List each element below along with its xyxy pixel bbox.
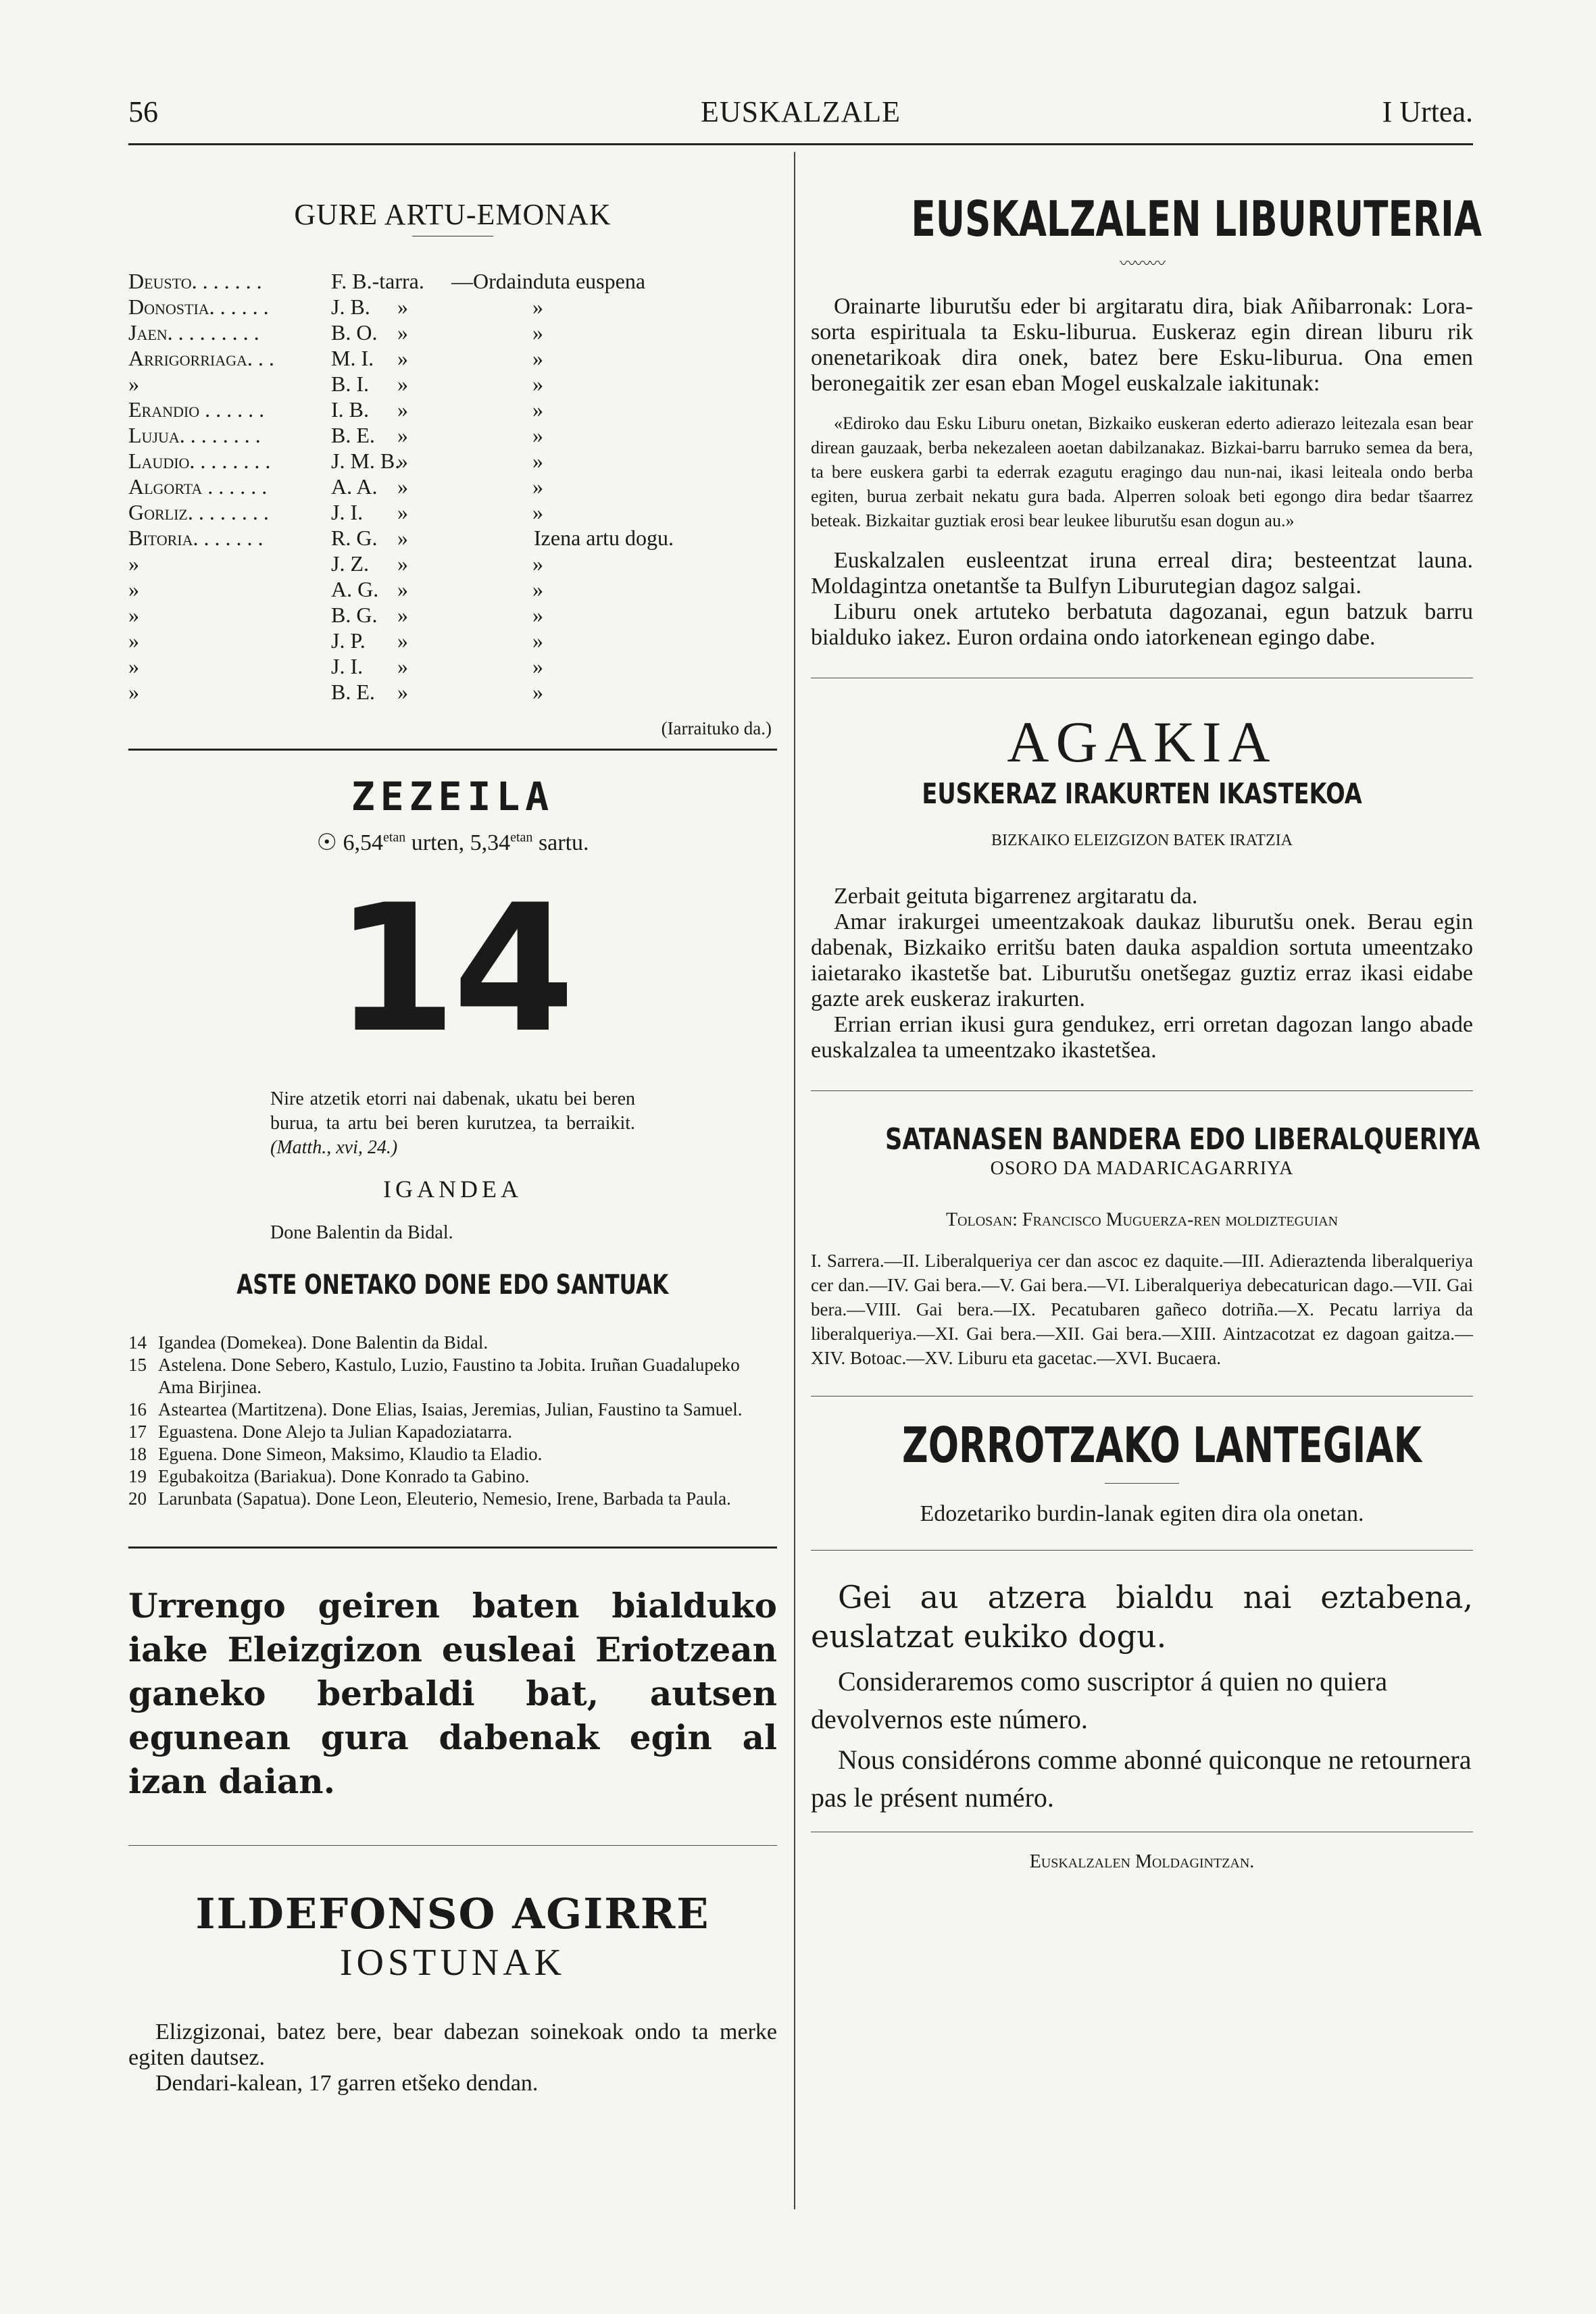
subscriber-city: Erandio . . . . . . [128, 397, 265, 422]
ornament: 〰〰〰 [1120, 255, 1164, 273]
subscriber-city: Algorta . . . . . . [128, 474, 268, 499]
library-quote: «Ediroko dau Esku Liburu onetan, Bizkaiko euskeran ederto adierazo leitezala esan bear direan gauzaak, berba nekezaleen aoetan dabilzanakaz. Bizkai-barru barruko semea da bera, ta bere euskera garbi ta ederrak ezagutu eragingo dau nun-nai, ikasi leiteala ondo berba egiten, burua zerbait nekatu gura bada. Alperren soloak beti egongo dira bedar tšaarrez beteak. Bizkaitar guztiak erosi bear leukee liburutšu esan dogun au.» [811, 413, 1473, 530]
subscriber-status: » [397, 449, 408, 473]
subscriber-status: » [397, 423, 408, 447]
subscriber-note: » [532, 551, 543, 576]
saint-day-text: Larunbata (Sapatua). Done Leon, Eleuterio, Nemesio, Irene, Barbada ta Paula. [158, 1488, 731, 1509]
agakia-title: AGAKIA [1007, 709, 1277, 774]
subscriber-initials: J. P. [331, 628, 366, 653]
saint-day-number: 15 [128, 1355, 147, 1375]
subscriber-note: » [532, 500, 543, 524]
subscription-row [128, 474, 777, 500]
subscriber-city: Bitoria. . . . . . . [128, 526, 264, 550]
subscriber-initials: J. M. B. [331, 449, 401, 473]
section-rule [128, 1546, 777, 1549]
subscriber-city: » [128, 680, 139, 704]
quote-text: Nire atzetik etorri nai dabenak, ukatu bei beren burua, ta artu bei beren kurutzea, ta berraikit. [270, 1088, 635, 1134]
subscription-row [128, 269, 777, 295]
subscriber-status: » [397, 526, 408, 550]
zorrotzako-title: ZORROTZAKO LANTEGIAK [902, 1417, 1422, 1474]
subscription-row [128, 526, 777, 551]
subscriber-note: » [532, 603, 543, 627]
subscriber-note: » [532, 346, 543, 370]
subscription-row [128, 680, 777, 705]
subscriber-status: » [397, 397, 408, 422]
subscriber-note: » [532, 449, 543, 473]
agakia-p2: Amar irakurgei umeentzakoak daukaz liburutšu onek. Berau egin dabenak, Bizkaiko erritšu baten dauka aspaldion sortuta umeentzako iaietarako ikastetše bat. Liburutšu onetšegaz guztiz erraz ikasi eidabe gazte arek euskeraz irakurten. [811, 909, 1473, 1011]
subscription-row [128, 628, 777, 654]
day-number: 14 [334, 867, 571, 1072]
subscriber-note: » [532, 295, 543, 319]
subscriber-status: » [397, 295, 408, 319]
subscriber-city: » [128, 654, 139, 678]
short-rule [1105, 1483, 1179, 1484]
subscriber-status: » [397, 474, 408, 499]
saint-row [128, 1488, 777, 1510]
subscriber-initials: J. I. [331, 500, 364, 524]
subscriber-initials: M. I. [331, 346, 374, 370]
saints-title: ASTE ONETAKO DONE EDO SANTUAK [236, 1269, 669, 1301]
subscriber-note: » [532, 372, 543, 396]
subscriber-city: » [128, 603, 139, 627]
subscriber-city: » [128, 372, 139, 396]
satanasen-subtitle: OSORO DA MADARICAGARRIYA [990, 1158, 1294, 1179]
left-column [128, 182, 777, 2096]
notice-french: Nous considérons comme abonné quiconque ne retournera pas le présent numéro. [811, 1744, 1472, 1813]
library-title: EUSKALZALEN LIBURUTERIA [911, 191, 1482, 247]
subscriber-city: Deusto. . . . . . . [128, 269, 262, 293]
saint-day-text: Eguena. Done Simeon, Maksimo, Klaudio ta Eladio. [158, 1444, 543, 1464]
saint-day-number: 18 [128, 1444, 147, 1464]
section-rule [811, 1396, 1473, 1397]
saint-day-text: Eguastena. Done Alejo ta Julian Kapadoziatarra. [158, 1422, 513, 1442]
subscriber-status: —Ordainduta euspena [451, 269, 646, 293]
weekday: IGANDEA [383, 1176, 522, 1203]
subscriber-initials: B. G. [331, 603, 378, 627]
subscription-row [128, 577, 777, 603]
day-saint: Done Balentin da Bidal. [270, 1222, 453, 1243]
sunrise-time: 6,54 [343, 830, 383, 855]
saint-day-text: Astelena. Done Sebero, Kastulo, Luzio, Faustino ta Jobita. Iruñan Guadalupeko Ama Birjinea. [158, 1355, 740, 1397]
subscription-row [128, 346, 777, 372]
subscriber-status: » [397, 577, 408, 601]
satanasen-contents: I. Sarrera.—II. Liberalqueriya cer dan ascoc ez daquite.—III. Adieraztendа liberalqueriya cer dan.—IV. Gai bera.—V. Gai bera.—VI. Liberalqueriya debecaturican dago.—VII. Gai bera.—VIII. Gai bera.—IX. Pecatubaren gañeco dotriña.—X. Pecatu larriya da liberalqueriya.—XI. Gai bera.—XII. Gai bera.—XIII. Aintzacotzat ez dagoan gaitza.—XIV. Botoac.—XV. Liburu eta gacetac.—XVI. Bucaera. [811, 1251, 1473, 1368]
subscriber-initials: J. I. [331, 654, 364, 678]
subscriber-status: » [397, 346, 408, 370]
agakia-subtitle: EUSKERAZ IRAKURTEN IKASTEKOA [922, 777, 1362, 810]
saint-day-number: 20 [128, 1488, 147, 1509]
library-price: Euskalzalen eusleentzat iruna erreal dira; besteentzat launa. Moldagintza onetantše ta Bulfyn Liburutegian dagoz salgai. [811, 548, 1473, 599]
saint-row [128, 1443, 777, 1465]
subscriber-initials: B. O. [331, 320, 378, 345]
subscriber-note: Izena artu dogu. [534, 526, 674, 550]
saint-day-number: 19 [128, 1466, 147, 1486]
library-delivery: Liburu onek artuteko berbatuta dagozanai, egun batzuk barru bialduko iakez. Euron ordaina ondo iatorkenean egingo dabe. [811, 599, 1473, 650]
ad-text: Elizgizonai, batez bere, bear dabezan soinekoak ondo ta merke egiten dautsez. [128, 2019, 777, 2070]
column-divider [794, 152, 795, 2209]
subscriber-initials: I. B. [331, 397, 369, 422]
subscriber-initials: J. Z. [331, 551, 369, 576]
subscription-row [128, 449, 777, 474]
section-rule [811, 1090, 1473, 1091]
sunrise-word: urten, [411, 830, 465, 855]
header-rule [128, 143, 1473, 145]
subscriber-initials: B. E. [331, 423, 375, 447]
library-intro [811, 294, 1473, 397]
advertiser-trade: IOSTUNAK [339, 1942, 566, 1984]
subscriber-note: » [532, 577, 543, 601]
right-column [811, 182, 1482, 1873]
saint-day-number: 16 [128, 1399, 147, 1419]
sun-times [128, 829, 777, 856]
subscriber-initials: R. G. [331, 526, 378, 550]
subscriber-status: » [397, 320, 408, 345]
subscriber-city: Donostia. . . . . . [128, 295, 269, 319]
subscriber-initials: J. B. [331, 295, 370, 319]
subscriber-status: » [397, 628, 408, 653]
saint-row [128, 1399, 777, 1421]
subscriber-note: » [532, 628, 543, 653]
ad-address: Dendari-kalean, 17 garren etšeko dendan. [155, 2071, 539, 2096]
sunrise-sup: etan [382, 830, 406, 845]
subscriber-status: » [397, 551, 408, 576]
section-rule [128, 749, 777, 751]
subscription-row [128, 397, 777, 423]
press-name: Euskalzalen Moldagintzan. [1029, 1851, 1255, 1872]
saint-day-number: 17 [128, 1422, 147, 1442]
subscriptions-list [128, 269, 777, 705]
subscription-row [128, 320, 777, 346]
subscriber-status: » [397, 500, 408, 524]
subscriber-status: » [397, 654, 408, 678]
subscriber-note: » [532, 320, 543, 345]
subscriber-city: Lujua. . . . . . . . [128, 423, 261, 447]
subscriber-initials: B. E. [331, 680, 375, 704]
section-rule [128, 1845, 777, 1846]
sunset-word: sartu. [538, 830, 589, 855]
library-intro-text: Orainarte liburutšu eder bi argitaratu dira, biak Añibarronak: Lora-sorta espirituala ta Esku-liburua. Euskeraz egin direan liburu rik onenetarikoak dira onek, batez bere Esku-liburua. Ona emen beronegaitik zer esan eban Mogel euskalzale iakitunak: [811, 294, 1473, 396]
subscription-row [128, 603, 777, 628]
year-label: I Urtea. [1382, 95, 1473, 128]
subscriber-city: » [128, 551, 139, 576]
journal-title: EUSKALZALE [701, 95, 901, 128]
saint-row [128, 1465, 777, 1488]
saint-row [128, 1421, 777, 1443]
subscriber-city: Laudio. . . . . . . . [128, 449, 271, 473]
sunset-time: 5,34 [470, 830, 511, 855]
subscriptions-title: GURE ARTU-EMONAK [294, 198, 612, 231]
sunset-sup: etan [510, 830, 533, 845]
subscriber-status: » [397, 680, 408, 704]
subscriber-initials: A. A. [331, 474, 378, 499]
subscriber-note: » [532, 397, 543, 422]
saint-day-text: Egubakoitza (Bariakua). Done Konrado ta Gabino. [158, 1466, 530, 1486]
subscription-row [128, 423, 777, 449]
advertiser-name: ILDEFONSO AGIRRE [195, 1889, 710, 1938]
saint-day-number: 14 [128, 1332, 147, 1353]
saints-list [128, 1332, 777, 1510]
section-rule [811, 1550, 1473, 1551]
saint-day-text: Igandea (Domekea). Done Balentin da Bidal. [158, 1332, 489, 1353]
quote-reference: (Matth., xvi, 24.) [270, 1137, 398, 1158]
day-quote [270, 1087, 635, 1160]
subscriber-note: » [532, 474, 543, 499]
month-title: ZEZEILA [351, 774, 555, 820]
satanasen-printer: Tolosan: Francisco Muguerza-ren moldizteguian [945, 1209, 1339, 1230]
zorrotzako-text: Edozetariko burdin-lanak egiten dira ola onetan. [920, 1501, 1364, 1526]
saint-row [128, 1354, 777, 1399]
page-header [128, 95, 1473, 142]
subscriber-city: Jaen. . . . . . . . . [128, 320, 259, 345]
subscriber-note: » [532, 423, 543, 447]
subscriber-note: » [532, 654, 543, 678]
page-number: 56 [128, 95, 158, 128]
notice-text: Urrengo geiren baten bialduko iake Eleizgizon eusleai Eriotzean ganeko berbaldi bat, autsen egunean gura dabenak egin al izan daian. [128, 1586, 777, 1801]
subscriber-initials: F. B.-tarra. [331, 269, 424, 293]
saint-day-text: Asteartea (Martitzena). Done Elias, Isaias, Jeremias, Julian, Faustino ta Samuel. [158, 1399, 743, 1419]
saint-row [128, 1332, 777, 1354]
subscription-row [128, 551, 777, 577]
satanasen-title: SATANASEN BANDERA EDO LIBERALQUERIYA [885, 1122, 1480, 1157]
subscription-row [128, 500, 777, 526]
subscriber-city: » [128, 628, 139, 653]
subscription-row [128, 372, 777, 397]
subscriber-city: » [128, 577, 139, 601]
subscriber-initials: A. G. [331, 577, 379, 601]
agakia-p3: Errian errian ikusi gura gendukez, erri orretan dagozan lango abade euskalzalea ta umeentzako ikastetšea. [811, 1012, 1473, 1063]
agakia-p1: Zerbait geituta bigarrenez argitaratu da. [834, 884, 1198, 909]
subscriber-initials: B. I. [331, 372, 369, 396]
return-notice: Gei au atzera bialdu nai eztabena, euslatzat eukiko dogu. [811, 1579, 1473, 1655]
subscriber-city: Arrigorriaga. . . [128, 346, 274, 370]
subscription-row [128, 295, 777, 320]
subscriber-note: » [532, 680, 543, 704]
subscriber-city: Gorliz. . . . . . . . [128, 500, 269, 524]
notice-spanish: Consideraremos como suscriptor á quien no quiera devolvernos este número. [811, 1666, 1388, 1734]
continued-note: (Iarraituko da.) [661, 718, 772, 738]
subscription-row [128, 654, 777, 680]
subscriber-status: » [397, 372, 408, 396]
sun-icon: ☉ [316, 830, 337, 855]
subscriber-status: » [397, 603, 408, 627]
agakia-author: BIZKAIKO ELEIZGIZON BATEK IRATZIA [991, 832, 1293, 849]
